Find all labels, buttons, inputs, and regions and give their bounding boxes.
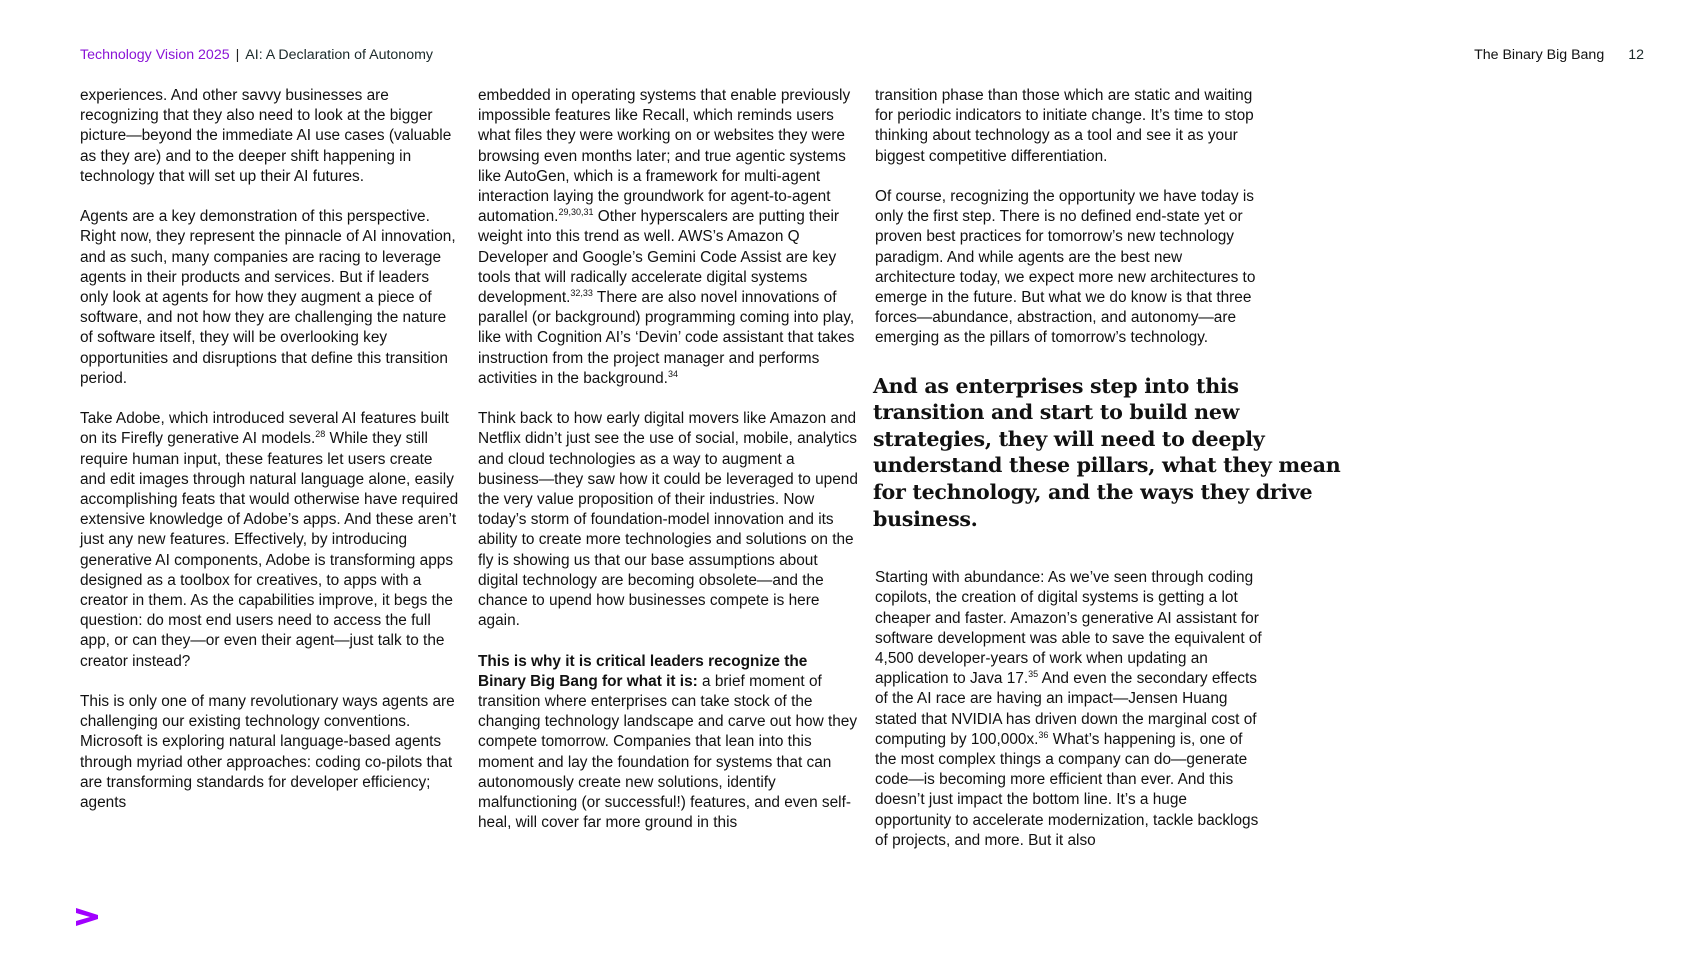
paragraph: transition phase than those which are static and waiting for periodic indicators to initiate change. It’s time to stop thinking about technology as a tool and see it as your biggest competitive differentiation.: [875, 87, 1254, 165]
paragraph: This is only one of many revolutionary ways agents are challenging our existing technology conventions. Microsoft is exploring natural language-based agents through myriad other approaches: coding co-pilots that are transforming standards for developer efficiency; agents: [80, 693, 455, 812]
text-run: Other hyperscalers are putting their weight into this trend as well. AWS’s Amazon Q Developer and Google’s Gemini Code Assist are key tools that will radically accelerate digital systems development.: [478, 208, 839, 307]
text-column-2: [478, 86, 858, 854]
paragraph: Of course, recognizing the opportunity we have today is only the first step. There is no defined end-state yet or proven best practices for tomorrow’s new technology paradigm. And while agents are the best new architecture today, we expect more new architectures to emerge in the future. But what we do know is that three forces—abundance, abstraction, and autonomy—are emerging as the pillars of tomorrow’s technology.: [875, 188, 1256, 347]
footnote-ref[interactable]: 36: [1038, 729, 1049, 740]
footnote-ref[interactable]: 28: [315, 429, 326, 440]
page-number: 12: [1628, 47, 1644, 63]
text-column-1: [80, 86, 460, 833]
footnote-ref[interactable]: 29,30,31: [558, 207, 594, 218]
footnote-ref[interactable]: 32,33: [570, 287, 593, 298]
paragraph: [80, 409, 460, 672]
paragraph: [478, 86, 858, 389]
publication-title: Technology Vision 2025: [80, 47, 230, 63]
text-run: Take Adobe, which introduced several AI features built on its Firefly generative AI models.: [80, 410, 449, 448]
text-run: And even the secondary effects of the AI race are having an impact—Jensen Huang stated that NVIDIA has driven down the marginal cost of computing by 100,000x.: [875, 670, 1257, 748]
paragraph: Agents are a key demonstration of this perspective. Right now, they represent the pinnacle of AI innovation, and as such, many companies are racing to leverage agents in their products and services. But if leaders only look at agents for how they augment a piece of software, and not how they are challenging the nature of software itself, they will be overlooking key opportunities and disruptions that define this transition period.: [80, 208, 456, 387]
text-run: While they still require human input, these features let users create and edit images through natural language alone, easily accomplishing feats that would otherwise have required extensive knowledge of Adobe’s apps. And these aren’t just any new features. Effectively, by introducing generative AI components, Adobe is transforming apps designed as a toolbox for creatives, to apps with a creator in them. As the capabilities improve, it begs the question: do most end users need to access the full app, or can they—or even their agent—just talk to the creator instead?: [80, 430, 459, 670]
paragraph: experiences. And other savvy businesses are recognizing that they also need to look at the bigger picture—beyond the immediate AI use cases (valuable as they are) and to the deeper shift happening in technology that will set up their AI futures.: [80, 87, 452, 185]
accenture-logo-icon: [76, 906, 98, 928]
paragraph: Think back to how early digital movers like Amazon and Netflix didn’t just see the use of social, mobile, analytics and cloud technologies as a way to augment a business—they saw how it could be leveraged to upend the very value proposition of their industries. Now today’s storm of foundation-model innovation and its ability to create more technologies and solutions on the fly is showing us that our base assumptions about digital technology are becoming obsolete—and the chance to upend how businesses compete is here again.: [478, 410, 858, 630]
running-header-left: [80, 46, 433, 64]
paragraph: [478, 652, 858, 834]
text-run: There are also novel innovations of parallel (or background) programming coming into play, like with Cognition AI’s ‘Devin’ code assistant that takes instruction from the project manager and performs activities in the background.: [478, 289, 855, 387]
text-run: Starting with abundance: As we’ve seen through coding copilots, the creation of digital systems is getting a lot cheaper and faster. Amazon’s generative AI assistant for software development was able to save the equivalent of 4,500 developer-years of work when updating an application to Java 17.: [875, 569, 1262, 688]
text-run: embedded in operating systems that enable previously impossible features like Recall, which reminds users what files they were working on or websites they were browsing even months later; and true agentic systems like AutoGen, which is a framework for multi-agent interaction laying the groundwork for agent-to-agent automation.: [478, 87, 851, 226]
running-header-right: [1474, 46, 1644, 64]
text-run: a brief moment of transition where enterprises can take stock of the changing technology landscape and carve out how they compete tomorrow. Companies that lean into this moment and lay the foundation for systems that can autonomously create new solutions, identify malfunctioning (or successful!) features, and even self-heal, will cover far more ground in this: [478, 672, 858, 832]
bold-lead-in: This is why it is critical leaders recognize the Binary Big Bang for what it is:: [478, 652, 808, 690]
pull-quote: And as enterprises step into this transition and start to build new strategies, they will need to deeply understand these pillars, what they mean for technology, and the ways they drive business.: [873, 373, 1341, 531]
footnote-ref[interactable]: 34: [667, 368, 678, 379]
section-title: The Binary Big Bang: [1474, 47, 1605, 63]
text-run: What’s happening is, one of the most complex things a company can do—generate code—is becoming more efficient than ever. And this doesn’t just impact the bottom line. It’s a huge opportunity to accelerate modernization, tackle backlogs of projects, and more. But it also: [875, 730, 1259, 849]
footnote-ref[interactable]: 35: [1028, 669, 1039, 680]
paragraph: [875, 568, 1265, 851]
report-subtitle: AI: A Declaration of Autonomy: [245, 47, 433, 63]
header-separator: |: [235, 47, 240, 63]
text-column-3: [873, 86, 1341, 871]
